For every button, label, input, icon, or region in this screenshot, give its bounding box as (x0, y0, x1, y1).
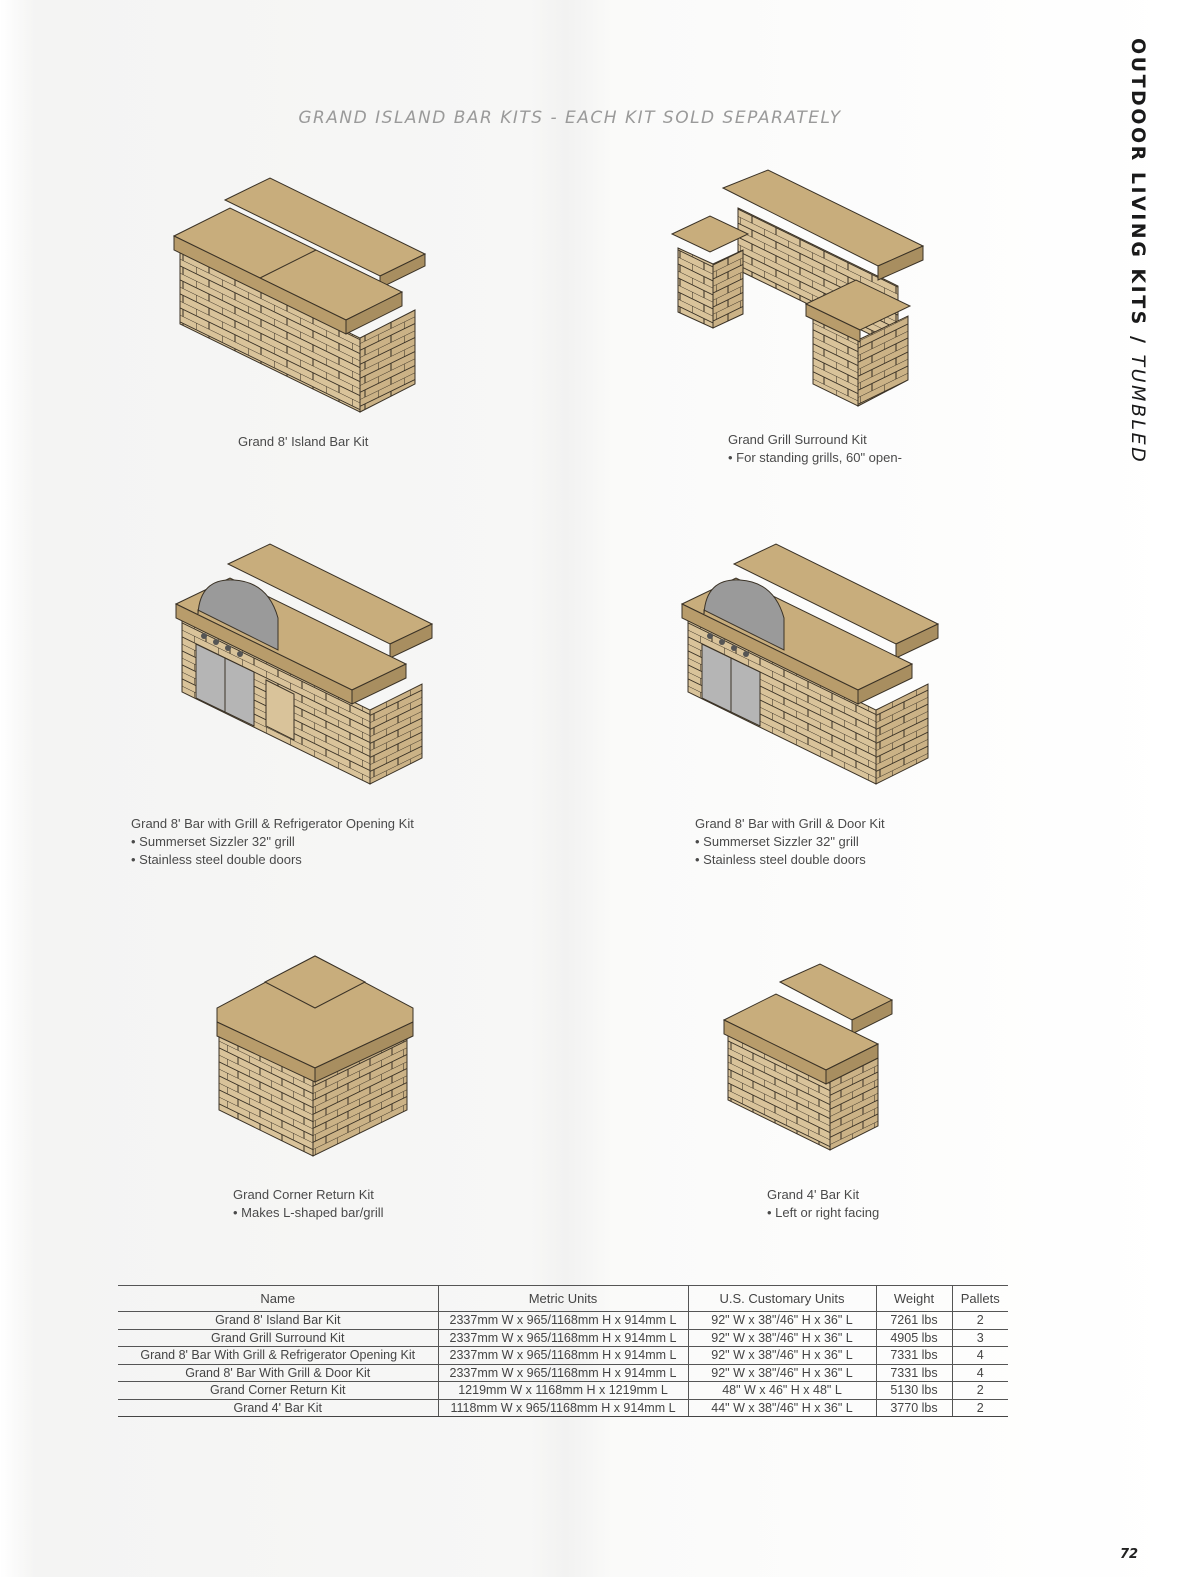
table-row (118, 1364, 1008, 1382)
cell-metric: 1219mm W x 1168mm H x 1219mm L (438, 1382, 688, 1400)
kit-bullet: • Makes L-shaped bar/grill (233, 1204, 384, 1222)
section-side-label (1127, 38, 1149, 464)
page-headline: GRAND ISLAND BAR KITS - EACH KIT SOLD SEPARATELY (298, 108, 842, 128)
island-bar-kit-image (170, 170, 435, 420)
table-row (118, 1399, 1008, 1417)
cell-pallets: 2 (952, 1382, 1008, 1400)
cell-pallets: 3 (952, 1329, 1008, 1347)
cell-weight: 7331 lbs (876, 1364, 952, 1382)
bar-grill-fridge-kit-image (170, 540, 440, 790)
table-row (118, 1382, 1008, 1400)
cell-weight: 7261 lbs (876, 1312, 952, 1330)
cell-name: Grand 8' Island Bar Kit (118, 1312, 438, 1330)
cell-weight: 7331 lbs (876, 1347, 952, 1365)
table-row (118, 1329, 1008, 1347)
kit-spec-table (118, 1285, 1008, 1417)
cell-us: 92" W x 38"/46" H x 36" L (688, 1312, 876, 1330)
side-label-sub: TUMBLED (1127, 354, 1149, 465)
table-row (118, 1347, 1008, 1365)
kit-title: Grand 8' Bar with Grill & Door Kit (695, 816, 885, 831)
side-label-main: OUTDOOR LIVING KITS / (1127, 38, 1149, 346)
table-header-row (118, 1286, 1008, 1312)
kit-caption-four-foot-bar (767, 1186, 879, 1222)
cell-metric: 1118mm W x 965/1168mm H x 914mm L (438, 1399, 688, 1417)
cell-weight: 3770 lbs (876, 1399, 952, 1417)
cell-us: 48" W x 46" H x 48" L (688, 1382, 876, 1400)
cell-pallets: 4 (952, 1364, 1008, 1382)
cell-name: Grand 8' Bar With Grill & Refrigerator Opening Kit (118, 1347, 438, 1365)
cell-metric: 2337mm W x 965/1168mm H x 914mm L (438, 1347, 688, 1365)
kit-title: Grand Corner Return Kit (233, 1187, 374, 1202)
cell-pallets: 2 (952, 1399, 1008, 1417)
table-row (118, 1312, 1008, 1330)
cell-us: 92" W x 38"/46" H x 36" L (688, 1329, 876, 1347)
cell-weight: 4905 lbs (876, 1329, 952, 1347)
column-header-metric: Metric Units (438, 1286, 688, 1312)
cell-name: Grand Grill Surround Kit (118, 1329, 438, 1347)
kit-bullet: • Left or right facing (767, 1204, 879, 1222)
column-header-pallets: Pallets (952, 1286, 1008, 1312)
column-header-us: U.S. Customary Units (688, 1286, 876, 1312)
cell-us: 92" W x 38"/46" H x 36" L (688, 1364, 876, 1382)
kit-title: Grand 8' Island Bar Kit (238, 434, 369, 449)
kit-bullet: • Summerset Sizzler 32" grill (695, 833, 885, 851)
cell-pallets: 4 (952, 1347, 1008, 1365)
kit-caption-corner-return (233, 1186, 384, 1222)
cell-weight: 5130 lbs (876, 1382, 952, 1400)
cell-metric: 2337mm W x 965/1168mm H x 914mm L (438, 1329, 688, 1347)
kit-caption-grill-surround (728, 431, 902, 467)
kit-bullet: • Stainless steel double doors (131, 851, 414, 869)
cell-pallets: 2 (952, 1312, 1008, 1330)
kit-title: Grand 8' Bar with Grill & Refrigerator Opening Kit (131, 816, 414, 831)
grill-surround-kit-image (668, 168, 928, 418)
kit-caption-grill-door (695, 815, 885, 869)
cell-us: 92" W x 38"/46" H x 36" L (688, 1347, 876, 1365)
bar-grill-door-kit-image (676, 540, 946, 790)
column-header-name: Name (118, 1286, 438, 1312)
kit-title: Grand Grill Surround Kit (728, 432, 867, 447)
four-foot-bar-kit-image (720, 960, 900, 1160)
corner-return-kit-image (205, 950, 425, 1165)
cell-name: Grand Corner Return Kit (118, 1382, 438, 1400)
kit-bullet: • Summerset Sizzler 32" grill (131, 833, 414, 851)
kit-caption-grill-fridge (131, 815, 414, 869)
kit-bullet: • Stainless steel double doors (695, 851, 885, 869)
kit-bullet: • For standing grills, 60" open- (728, 449, 902, 467)
kit-caption-island-bar (238, 433, 368, 451)
cell-metric: 2337mm W x 965/1168mm H x 914mm L (438, 1364, 688, 1382)
column-header-weight: Weight (876, 1286, 952, 1312)
cell-us: 44" W x 38"/46" H x 36" L (688, 1399, 876, 1417)
cell-name: Grand 8' Bar With Grill & Door Kit (118, 1364, 438, 1382)
page-number: 72 (1120, 1547, 1139, 1562)
cell-metric: 2337mm W x 965/1168mm H x 914mm L (438, 1312, 688, 1330)
kit-title: Grand 4' Bar Kit (767, 1187, 860, 1202)
cell-name: Grand 4' Bar Kit (118, 1399, 438, 1417)
